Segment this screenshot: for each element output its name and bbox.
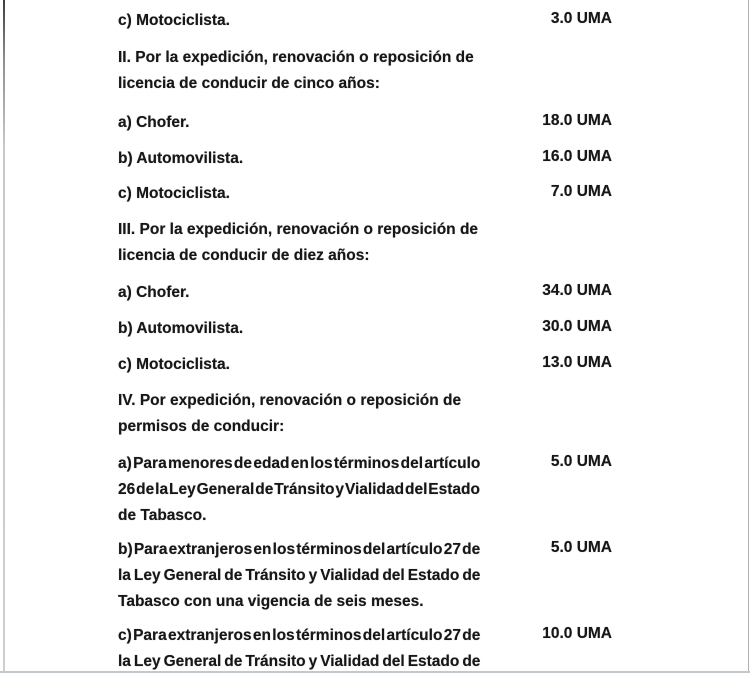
fee-row [118,110,612,136]
section-heading-line: licencia de conducir de diez años: [118,247,370,264]
fee-row [118,316,612,342]
fee-amount: 5.0 UMA [550,453,612,470]
fee-row [118,181,612,207]
section-heading [118,45,480,97]
fee-description-line: a) Para menores de edad en los términos del artículo [118,455,481,472]
fee-description-line: la Ley General de Tránsito y Vialidad del Estado de [118,653,481,670]
section-heading-line: permisos de conducir: [118,418,285,435]
fee-description-line: b) Automovilista. [118,320,244,337]
fee-amount: 7.0 UMA [550,183,612,200]
fee-description-line: c) Motociclista. [118,185,230,202]
fee-description-line: c) Motociclista. [118,356,230,373]
fee-description-line: la Ley General de Tránsito y Vialidad del Estado de [118,567,481,584]
fee-amount: 34.0 UMA [542,282,612,299]
fee-amount: 30.0 UMA [542,318,612,335]
fee-description-line: Tabasco con una vigencia de seis meses. [118,593,424,610]
fee-description-line: 26 de la Ley General de Tránsito y Vialidad del Estado [118,481,480,498]
fee-amount: 10.0 UMA [542,625,612,642]
section-heading [118,217,480,269]
fee-description-line: a) Chofer. [118,284,190,301]
fee-amount: 18.0 UMA [542,112,612,129]
fee-row [118,8,612,34]
section-heading [118,388,480,440]
fee-description-line: c) Motociclista. [118,12,230,29]
fee-amount: 3.0 UMA [550,10,612,27]
fee-row [118,451,612,529]
section-heading-line: licencia de conducir de cinco años: [118,75,380,92]
fee-description-line: c) Para extranjeros en los términos del artículo 27 de [118,627,481,644]
fee-amount: 16.0 UMA [542,148,612,165]
section-heading-line: III. Por la expedición, renovación o reposición de [118,221,479,238]
fee-description-line: b) Automovilista. [118,150,244,167]
fee-amount: 13.0 UMA [542,354,612,371]
fee-amount: 5.0 UMA [550,539,612,556]
section-heading-line: IV. Por expedición, renovación o reposición de [118,392,462,409]
fee-row [118,623,612,673]
fee-row [118,352,612,378]
fee-row [118,537,612,615]
fee-row [118,280,612,306]
fee-description-line: b) Para extranjeros en los términos del artículo 27 de [118,541,481,558]
section-heading-line: II. Por la expedición, renovación o reposición de [118,49,474,66]
fee-description-line: a) Chofer. [118,114,190,131]
fee-row [118,146,612,172]
fee-description-line: de Tabasco. [118,507,207,524]
